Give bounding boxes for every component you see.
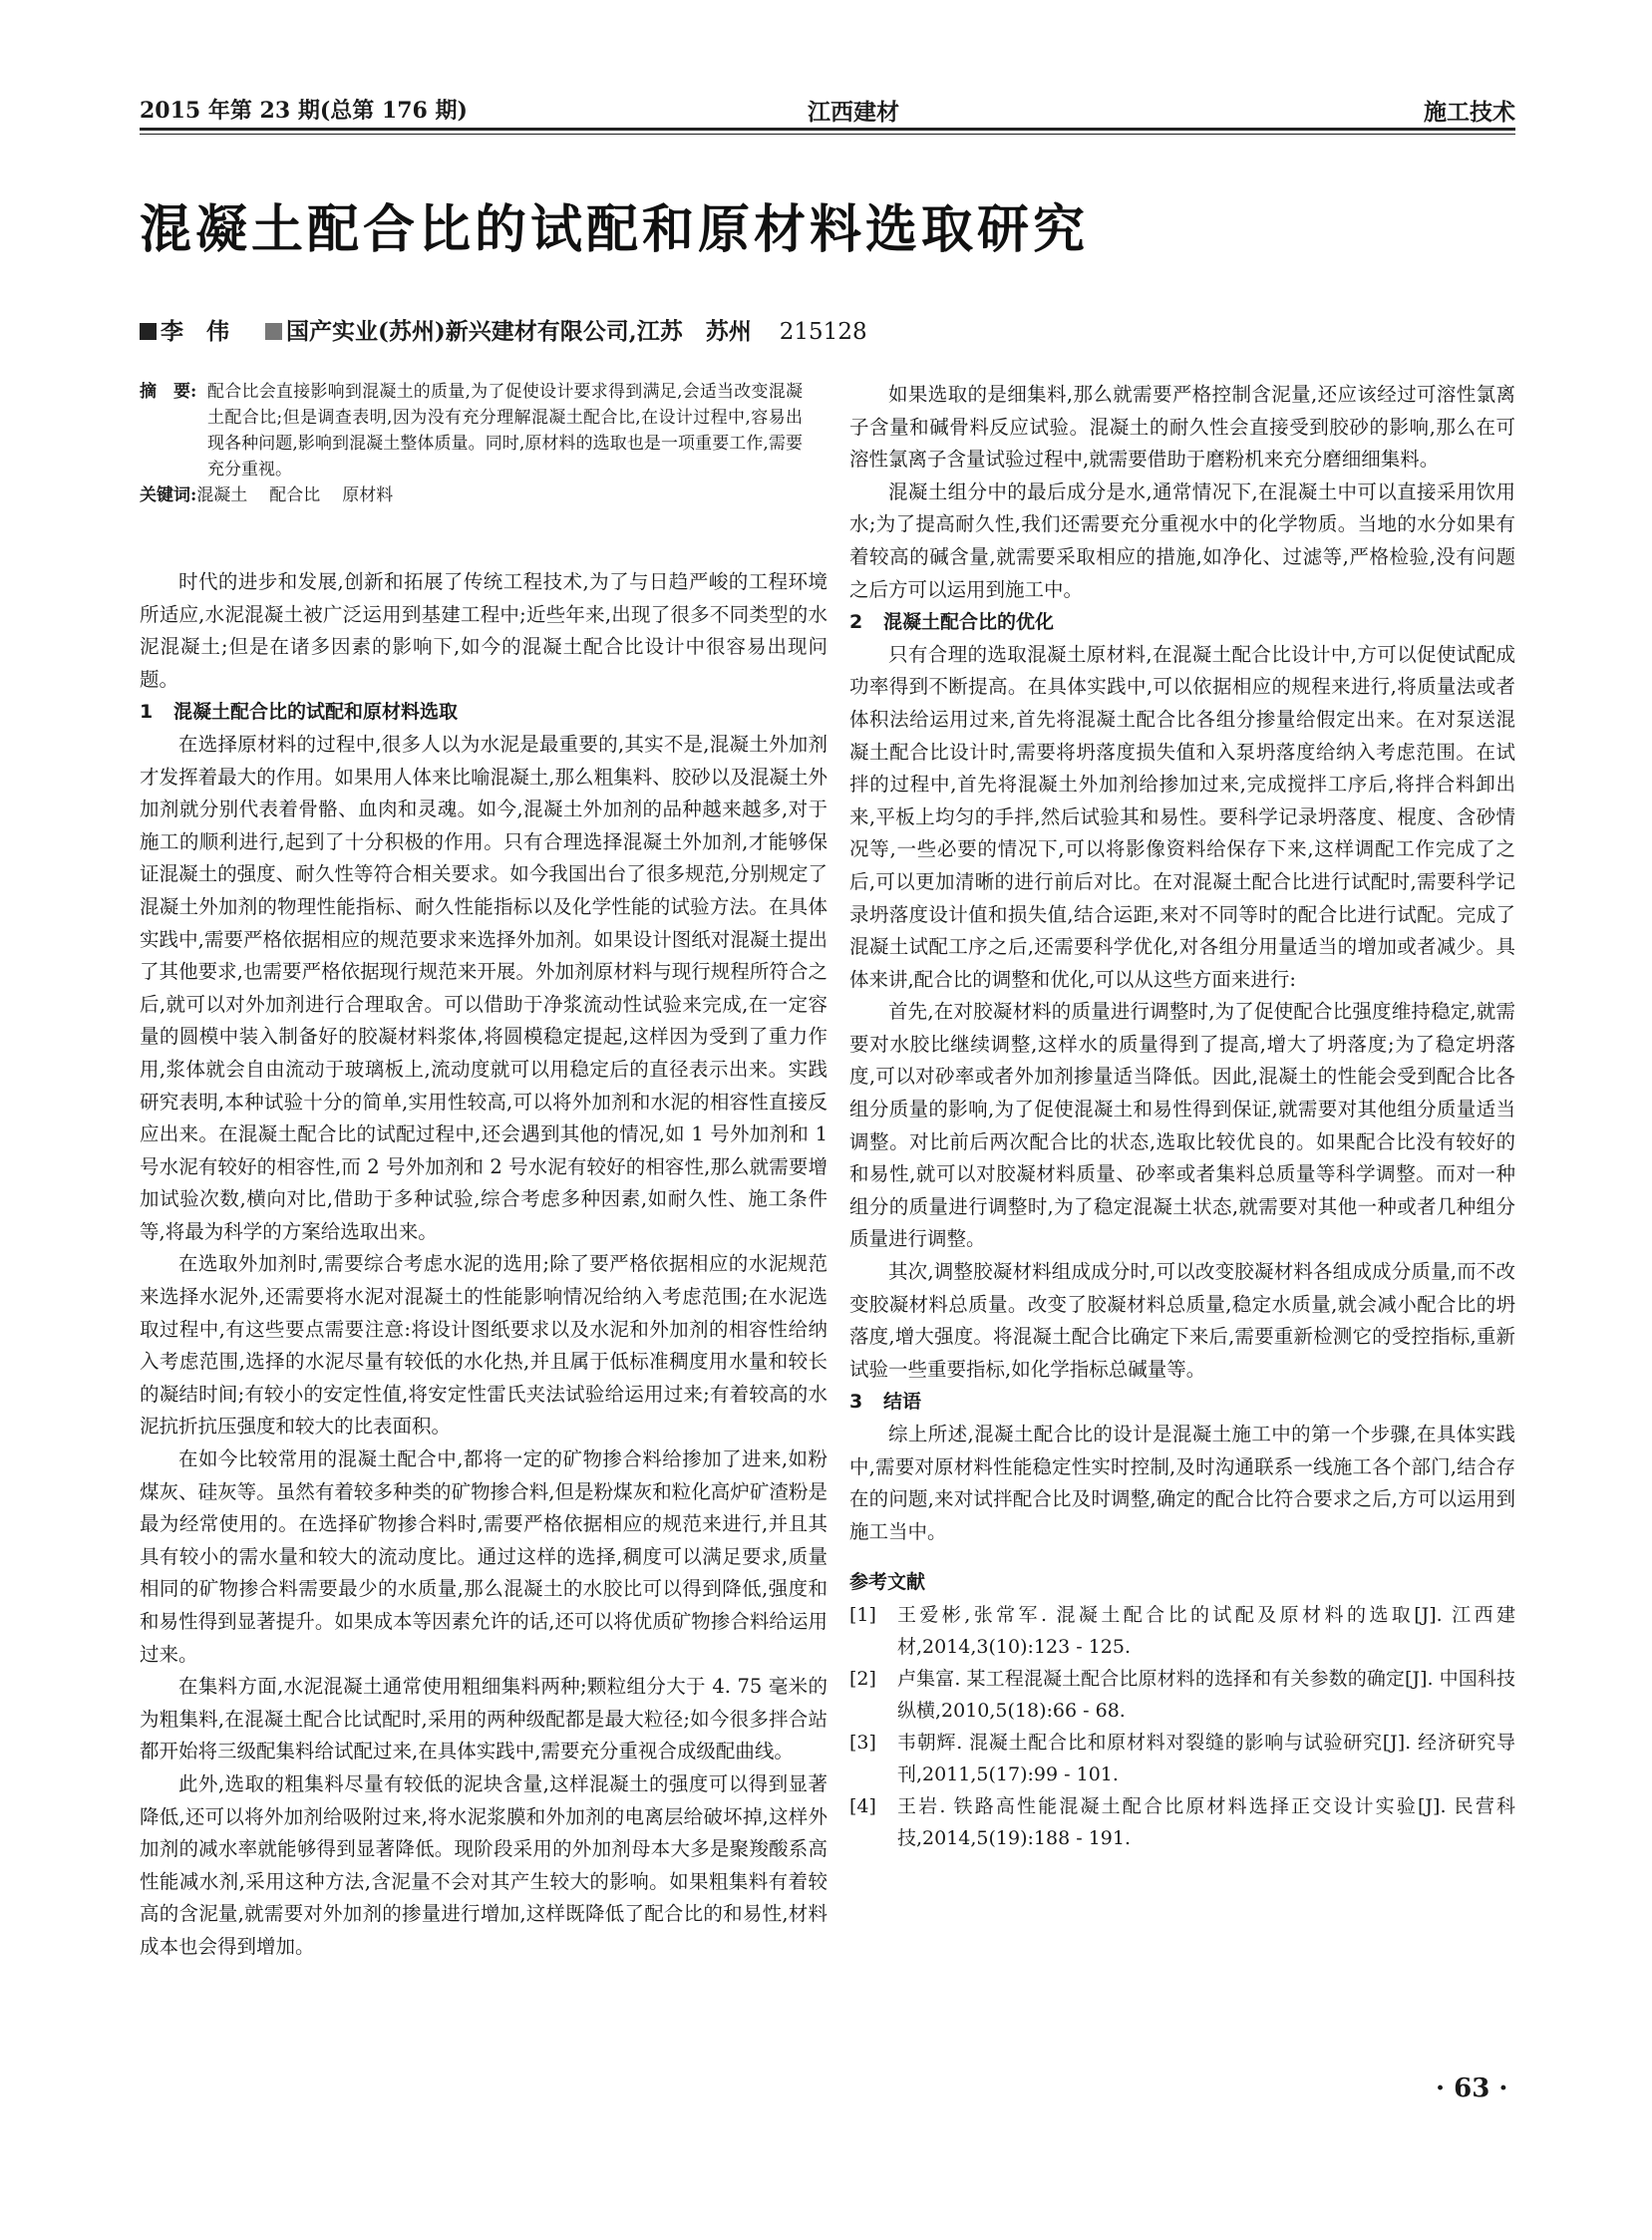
keywords-label: 关键词: [140,485,197,505]
section-name: 施工技术 [1424,100,1515,126]
reference-number: [3] [849,1731,876,1754]
body-paragraph: 在如今比较常用的混凝土配合中,都将一定的矿物掺合料给掺加了进来,如粉煤灰、硅灰等。虽然有着较多种类的矿物掺合料,但是粉煤灰和粒化高炉矿渣粉是最为经常使用的。在选择矿物掺合料时,需要严格依据相应的规范来进行,并且其具有较小的需水量和较大的流动度比。通过这样的选择,稠度可以满足要求,质量相同的矿物掺合料需要最少的水质量,那么混凝土的水胶比可以得到降低,强度和和易性得到显著提升。如果成本等因素允许的话,还可以将优质矿物掺合料给运用过来。 [140,1447,827,1666]
page-number: · 63 · [1436,2074,1508,2103]
references-title: 参考文献 [849,1571,926,1594]
section-number: 2 [849,611,863,634]
reference-item [849,1790,1515,1854]
author-square-icon [140,323,157,340]
running-header [140,88,1515,132]
body-column-right [849,379,1515,1854]
header-rule-thin [140,134,1515,135]
paper-title: 混凝土配合比的试配和原材料选取研究 [140,200,1090,260]
body-paragraph: 综上所述,混凝土配合比的设计是混凝土施工中的第一个步骤,在具体实践中,需要对原材料性能稳定性实时控制,及时沟通联系一线施工各个部门,结合存在的问题,来对试拌配合比及时调整,确定的配合比符合要求之后,方可以运用到施工当中。 [849,1423,1515,1543]
section-title: 混凝土配合比的试配和原材料选取 [173,701,459,724]
header-rule [140,128,1515,131]
section-number: 3 [849,1391,863,1414]
body-column-left [140,566,827,1964]
author-name: 李 伟 [161,318,229,345]
affiliation: 国产实业(苏州)新兴建材有限公司,江苏 苏州 [286,318,752,345]
reference-item [849,1599,1515,1663]
abstract-text: 配合比会直接影响到混凝土的质量,为了促使设计要求得到满足,会适当改变混凝土配合比;但是调查表明,因为没有充分理解混凝土配合比,在设计过程中,容易出现各种问题,影响到混凝土整体质量。同时,原材料的选取也是一项重要工作,需要充分重视。 [207,382,803,480]
reference-text: 韦朝辉. 混凝土配合比和原材料对裂缝的影响与试验研究[J]. 经济研究导刊,2011,5(17):99 - 101. [897,1731,1515,1785]
reference-number: [4] [849,1794,876,1817]
reference-text: 王爱彬,张常军. 混凝土配合比的试配及原材料的选取[J]. 江西建材,2014,3(10):123 - 125. [897,1603,1515,1658]
postcode: 215128 [779,319,867,345]
section-number: 1 [140,701,154,724]
body-paragraph: 如果选取的是细集料,那么就需要严格控制含泥量,还应该经过可溶性氯离子含量和碱骨料反应试验。混凝土的耐久性会直接受到胶砂的影响,那么在可溶性氯离子含量试验过程中,就需要借助于磨粉机来充分磨细细集料。 [849,383,1515,472]
reference-number: [1] [849,1603,876,1626]
reference-number: [2] [849,1667,876,1690]
reference-text: 卢集富. 某工程混凝土配合比原材料的选择和有关参数的确定[J]. 中国科技纵横,2010,5(18):66 - 68. [897,1667,1515,1722]
body-paragraph: 混凝土组分中的最后成分是水,通常情况下,在混凝土中可以直接采用饮用水;为了提高耐久性,我们还需要充分重视水中的化学物质。当地的水分如果有着较高的碱含量,就需要采取相应的措施,如净化、过滤等,严格检验,没有问题之后方可以运用到施工中。 [849,480,1515,601]
body-paragraph: 只有合理的选取混凝土原材料,在混凝土配合比设计中,方可以促使试配成功率得到不断提高。在具体实践中,可以依据相应的规程来进行,将质量法或者体积法给运用过来,首先将混凝土配合比各组分掺量给假定出来。在对泵送混凝土配合比设计时,需要将坍落度损失值和入泵坍落度给纳入考虑范围。在试拌的过程中,首先将混凝土外加剂给掺加过来,完成搅拌工序后,将拌合料卸出来,平板上均匀的手拌,然后试验其和易性。要科学记录坍落度、棍度、含砂情况等,一些必要的情况下,可以将影像资料给保存下来,这样调配工作完成了之后,可以更加清晰的进行前后对比。在对混凝土配合比进行试配时,需要科学记录坍落度设计值和损失值,结合运距,来对不同等时的配合比进行试配。完成了混凝土试配工序之后,还需要科学优化,对各组分用量适当的增加或者减少。具体来讲,配合比的调整和优化,可以从这些方面来进行: [849,642,1515,991]
reference-item [849,1727,1515,1790]
intro-paragraph: 时代的进步和发展,创新和拓展了传统工程技术,为了与日趋严峻的工程环境所适应,水泥混凝土被广泛运用到基建工程中;近些年来,出现了很多不同类型的水泥混凝土;但是在诸多因素的影响下,如今的混凝土配合比设计中很容易出现问题。 [140,570,827,691]
abstract-block [140,379,803,508]
keywords-row [140,482,803,508]
section-title: 结语 [883,1391,922,1414]
body-paragraph: 此外,选取的粗集料尽量有较低的泥块含量,这样混凝土的强度可以得到显著降低,还可以将外加剂给吸附过来,将水泥浆膜和外加剂的电离层给破坏掉,这样外加剂的减水率就能够得到显著降低。现阶段采用的外加剂母本大多是聚羧酸系高性能减水剂,采用这种方法,含泥量不会对其产生较大的影响。如果粗集料有着较高的含泥量,就需要对外加剂的掺量进行增加,这样既降低了配合比的和易性,材料成本也会得到增加。 [140,1771,827,1958]
abstract-label: 摘 要: [140,382,197,402]
section-heading [849,606,1515,639]
section-title: 混凝土配合比的优化 [883,611,1055,634]
keyword: 混凝土 [196,485,248,505]
reference-item [849,1663,1515,1727]
body-paragraph: 首先,在对胶凝材料的质量进行调整时,为了促使配合比强度维持稳定,就需要对水胶比继续调整,这样水的质量得到了提高,增大了坍落度;为了稳定坍落度,可以对砂率或者外加剂掺量适当降低。因此,混凝土的性能会受到配合比各组分质量的影响,为了促使混凝土和易性得到保证,就需要对其他组分质量适当调整。对比前后两次配合比的状态,选取比较优良的。如果配合比没有较好的和易性,就可以对胶凝材料质量、砂率或者集料总质量等科学调整。而对一种组分的质量进行调整时,为了稳定混凝土状态,就需要对其他一种或者几种组分质量进行调整。 [849,1000,1515,1251]
issue-info: 2015 年第 23 期(总第 176 期) [140,98,468,124]
keyword: 配合比 [269,485,321,505]
section-heading [849,1386,1515,1419]
section-heading [140,696,827,729]
byline [140,313,871,346]
body-paragraph: 在选取外加剂时,需要综合考虑水泥的选用;除了要严格依据相应的水泥规范来选择水泥外,还需要将水泥对混凝土的性能影响情况给纳入考虑范围;在水泥选取过程中,有这些要点需要注意:将设计图纸要求以及水泥和外加剂的相容性给纳入考虑范围,选择的水泥尽量有较低的水化热,并且属于低标准稠度用水量和较长的凝结时间;有较小的安定性值,将安定性雷氏夹法试验给运用过来;有着较高的水泥抗折抗压强度和较大的比表面积。 [140,1252,827,1439]
body-paragraph: 其次,调整胶凝材料组成成分时,可以改变胶凝材料各组成成分质量,而不改变胶凝材料总质量。改变了胶凝材料总质量,稳定水质量,就会减小配合比的坍落度,增大强度。将混凝土配合比确定下来后,需要重新检测它的受控指标,重新试验一些重要指标,如化学指标总碱量等。 [849,1260,1515,1381]
body-paragraph: 在选择原材料的过程中,很多人以为水泥是最重要的,其实不是,混凝土外加剂才发挥着最大的作用。如果用人体来比喻混凝土,那么粗集料、胶砂以及混凝土外加剂就分别代表着骨骼、血肉和灵魂。如今,混凝土外加剂的品种越来越多,对于施工的顺利进行,起到了十分积极的作用。只有合理选择混凝土外加剂,才能够保证混凝土的强度、耐久性等符合相关要求。如今我国出台了很多规范,分别规定了混凝土外加剂的物理性能指标、耐久性能指标以及化学性能的试验方法。在具体实践中,需要严格依据相应的规范要求来选择外加剂。如果设计图纸对混凝土提出了其他要求,也需要严格依据现行规范来开展。外加剂原材料与现行规程所符合之后,就可以对外加剂进行合理取舍。可以借助于净浆流动性试验来完成,在一定容量的圆模中装入制备好的胶凝材料浆体,将圆模稳定提起,这样因为受到了重力作用,浆体就会自由流动于玻璃板上,流动度就可以用稳定后的直径表示出来。实践研究表明,本种试验十分的简单,实用性较高,可以将外加剂和水泥的相容性直接反应出来。在混凝土配合比的试配过程中,还会遇到其他的情况,如 1 号外加剂和 1 号水泥有较好的相容性,而 2 号外加剂和 2 号水泥有较好的相容性,那么就需要增加试验次数,横向对比,借助于多种试验,综合考虑多种因素,如耐久性、施工条件等,将最为科学的方案给选取出来。 [140,732,827,1243]
keyword: 原材料 [342,485,394,505]
body-paragraph: 在集料方面,水泥混凝土通常使用粗细集料两种;颗粒组分大于 4. 75 毫米的为粗集料,在混凝土配合比试配时,采用的两种级配都是最大粒径;如今很多拌合站都开始将三级配集料给试配过来,在具体实践中,需要充分重视合成级配曲线。 [140,1675,827,1763]
journal-name: 江西建材 [808,100,899,126]
reference-text: 王岩. 铁路高性能混凝土配合比原材料选择正交设计实验[J]. 民营科技,2014,5(19):188 - 191. [897,1794,1515,1849]
affiliation-square-icon [265,323,282,340]
